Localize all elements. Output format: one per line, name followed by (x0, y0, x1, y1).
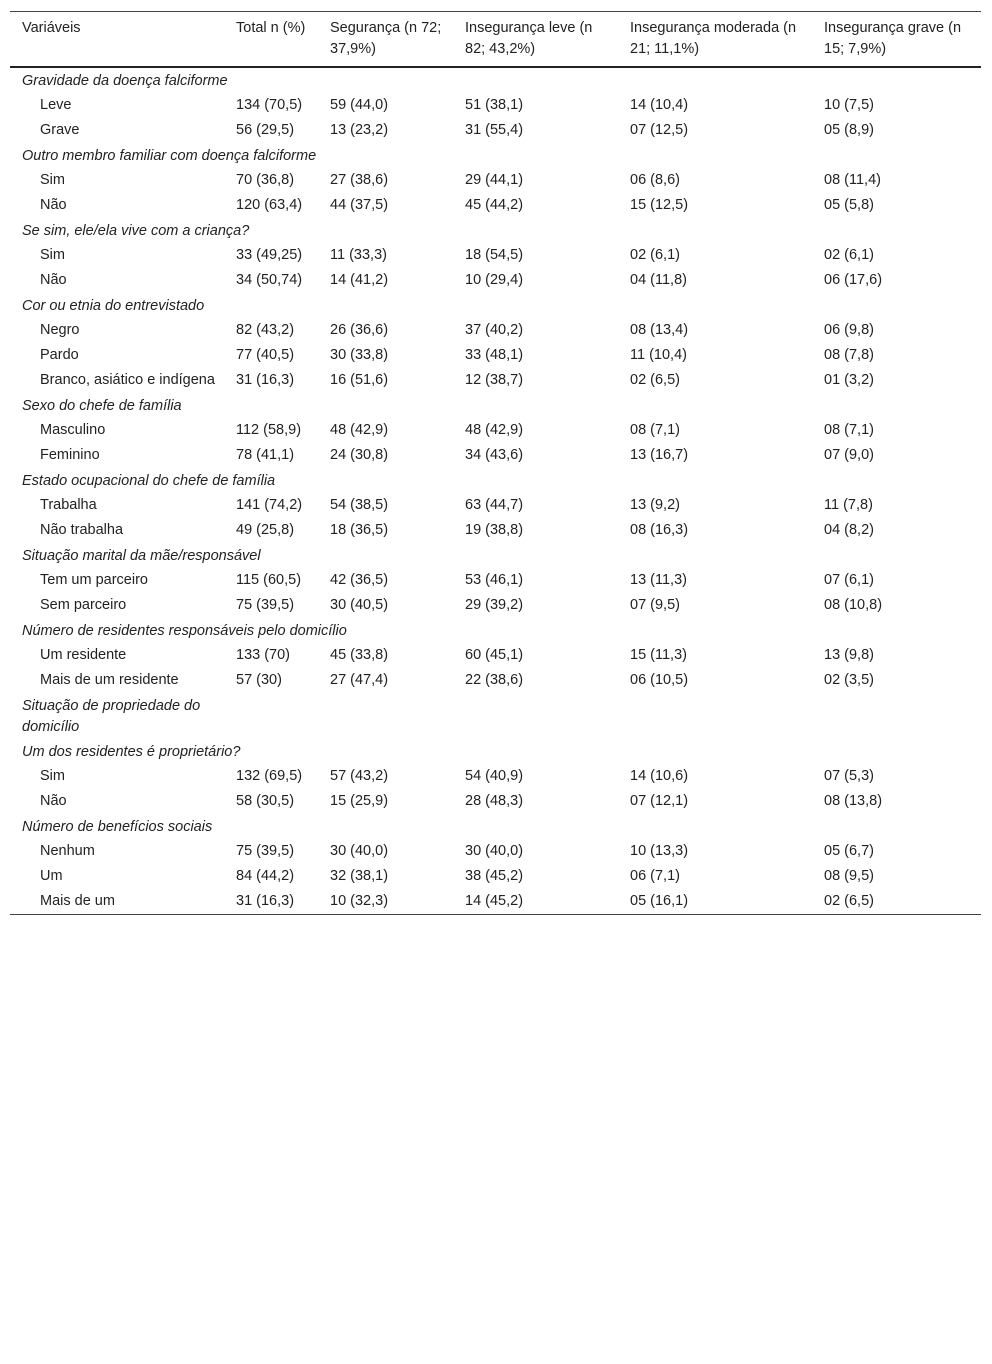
table-cell: 08 (7,1) (630, 422, 680, 438)
data-table (10, 11, 981, 915)
table-cell: 05 (5,8) (824, 197, 874, 213)
table-row (10, 443, 981, 468)
section-title: Outro membro familiar com doença falciforme (22, 148, 317, 164)
table-cell: 13 (9,8) (824, 647, 874, 663)
table-cell: 33 (48,1) (465, 347, 524, 363)
section-row (10, 293, 981, 318)
table-cell: 48 (42,9) (330, 422, 389, 438)
table-cell: 112 (58,9) (236, 422, 302, 438)
section-row (10, 814, 981, 839)
table-row (10, 493, 981, 518)
table-cell: 02 (6,5) (630, 372, 680, 388)
table-cell: 27 (47,4) (330, 672, 389, 688)
table-cell: 02 (6,5) (824, 893, 874, 909)
section-row (10, 468, 981, 493)
row-label: Nenhum (40, 843, 95, 859)
table-cell: 31 (16,3) (236, 893, 295, 909)
header-row (10, 12, 981, 68)
table-cell: 38 (45,2) (465, 868, 524, 884)
section-title: Um dos residentes é proprietário? (22, 744, 241, 760)
table-cell: 82 (43,2) (236, 322, 295, 338)
table-cell: 08 (13,4) (630, 322, 689, 338)
table-cell: 30 (40,0) (330, 843, 389, 859)
table-cell: 29 (44,1) (465, 172, 524, 188)
table-cell: 07 (9,5) (630, 597, 680, 613)
table-cell: 60 (45,1) (465, 647, 524, 663)
table-cell: 54 (40,9) (465, 768, 524, 784)
table-row (10, 593, 981, 618)
table-cell: 14 (41,2) (330, 272, 389, 288)
table-cell: 45 (44,2) (465, 197, 524, 213)
table-cell: 06 (8,6) (630, 172, 680, 188)
table-cell: 07 (12,5) (630, 122, 689, 138)
section-title: Se sim, ele/ela vive com a criança? (22, 223, 250, 239)
table-cell: 58 (30,5) (236, 793, 295, 809)
table-cell: 14 (45,2) (465, 893, 524, 909)
table-cell: 84 (44,2) (236, 868, 295, 884)
table-row (10, 318, 981, 343)
row-label: Masculino (40, 422, 106, 438)
table-cell: 132 (69,5) (236, 768, 303, 784)
table-cell: 24 (30,8) (330, 447, 389, 463)
section-title: Situação de propriedade do domicílio (22, 698, 201, 735)
table-cell: 06 (17,6) (824, 272, 883, 288)
row-label: Sem parceiro (40, 597, 127, 613)
table-cell: 19 (38,8) (465, 522, 524, 538)
section-title: Estado ocupacional do chefe de família (22, 473, 276, 489)
table-row (10, 889, 981, 915)
table-row (10, 343, 981, 368)
table-row (10, 668, 981, 693)
table-cell: 10 (13,3) (630, 843, 689, 859)
table-cell: 120 (63,4) (236, 197, 303, 213)
table-cell: 13 (9,2) (630, 497, 680, 513)
section-row (10, 143, 981, 168)
row-label: Trabalha (40, 497, 97, 513)
table-cell: 10 (29,4) (465, 272, 524, 288)
table-cell: 78 (41,1) (236, 447, 295, 463)
row-label: Grave (40, 122, 80, 138)
table-cell: 49 (25,8) (236, 522, 295, 538)
table-cell: 141 (74,2) (236, 497, 303, 513)
table-cell: 45 (33,8) (330, 647, 389, 663)
table-cell: 18 (36,5) (330, 522, 389, 538)
table-cell: 02 (3,5) (824, 672, 874, 688)
row-label: Negro (40, 322, 80, 338)
table-cell: 70 (36,8) (236, 172, 295, 188)
table-cell: 14 (10,4) (630, 97, 689, 113)
empty-cell (318, 693, 453, 739)
table-cell: 08 (13,8) (824, 793, 883, 809)
section-row (10, 618, 981, 643)
table-cell: 08 (10,8) (824, 597, 883, 613)
table-row (10, 193, 981, 218)
table-row (10, 418, 981, 443)
row-label: Não (40, 272, 67, 288)
row-label: Sim (40, 172, 65, 188)
table-cell: 10 (32,3) (330, 893, 389, 909)
row-label: Um residente (40, 647, 127, 663)
table-cell: 06 (7,1) (630, 868, 680, 884)
table-cell: 51 (38,1) (465, 97, 524, 113)
section-title: Sexo do chefe de família (22, 398, 182, 414)
table-cell: 59 (44,0) (330, 97, 389, 113)
table-row (10, 93, 981, 118)
table-row (10, 764, 981, 789)
table-cell: 42 (36,5) (330, 572, 389, 588)
table-cell: 57 (43,2) (330, 768, 389, 784)
table-cell: 05 (8,9) (824, 122, 874, 138)
document (10, 11, 981, 915)
row-label: Pardo (40, 347, 79, 363)
row-label: Tem um parceiro (40, 572, 148, 588)
section-row (10, 543, 981, 568)
section-row (10, 693, 981, 739)
header-cell-severe-insecurity: Insegurança grave (n 15; 7,9%) (824, 20, 962, 57)
table-cell: 11 (7,8) (824, 497, 873, 513)
table-cell: 54 (38,5) (330, 497, 389, 513)
table-cell: 53 (46,1) (465, 572, 524, 588)
row-label: Não trabalha (40, 522, 124, 538)
section-row (10, 67, 981, 93)
table-row (10, 643, 981, 668)
section-title: Cor ou etnia do entrevistado (22, 298, 205, 314)
table-cell: 31 (55,4) (465, 122, 524, 138)
table-cell: 13 (11,3) (630, 572, 687, 588)
table-cell: 44 (37,5) (330, 197, 389, 213)
table-cell: 26 (36,6) (330, 322, 389, 338)
table-row (10, 368, 981, 393)
section-row (10, 393, 981, 418)
table-row (10, 568, 981, 593)
table-cell: 04 (8,2) (824, 522, 874, 538)
table-cell: 31 (16,3) (236, 372, 295, 388)
table-cell: 134 (70,5) (236, 97, 303, 113)
table-cell: 34 (43,6) (465, 447, 524, 463)
empty-cell (812, 693, 981, 739)
row-label: Sim (40, 247, 65, 263)
table-cell: 08 (16,3) (630, 522, 689, 538)
table-cell: 115 (60,5) (236, 572, 302, 588)
table-cell: 07 (12,1) (630, 793, 689, 809)
table-cell: 22 (38,6) (465, 672, 524, 688)
table-cell: 75 (39,5) (236, 597, 295, 613)
section-title: Gravidade da doença falciforme (22, 73, 228, 89)
table-cell: 15 (25,9) (330, 793, 389, 809)
row-label: Mais de um (40, 893, 115, 909)
table-cell: 08 (7,1) (824, 422, 874, 438)
table-row (10, 789, 981, 814)
table-cell: 07 (6,1) (824, 572, 874, 588)
table-cell: 56 (29,5) (236, 122, 295, 138)
section-row (10, 739, 981, 764)
table-row (10, 518, 981, 543)
table-cell: 30 (33,8) (330, 347, 389, 363)
table-cell: 04 (11,8) (630, 272, 687, 288)
table-body (10, 67, 981, 915)
table-cell: 27 (38,6) (330, 172, 389, 188)
header-cell-moderate-insecurity: Insegurança moderada (n 21; 11,1%) (630, 20, 797, 57)
table-cell: 63 (44,7) (465, 497, 524, 513)
table-cell: 18 (54,5) (465, 247, 524, 263)
table-cell: 16 (51,6) (330, 372, 389, 388)
table-cell: 05 (6,7) (824, 843, 874, 859)
table-row (10, 864, 981, 889)
table-cell: 12 (38,7) (465, 372, 524, 388)
section-title: Situação marital da mãe/responsável (22, 548, 261, 564)
table-cell: 30 (40,5) (330, 597, 389, 613)
table-cell: 28 (48,3) (465, 793, 524, 809)
row-label: Não (40, 197, 67, 213)
table-cell: 08 (11,4) (824, 172, 881, 188)
table-row (10, 168, 981, 193)
table-cell: 06 (9,8) (824, 322, 874, 338)
row-label: Feminino (40, 447, 100, 463)
table-cell: 13 (16,7) (630, 447, 689, 463)
table-cell: 75 (39,5) (236, 843, 295, 859)
empty-cell (453, 693, 618, 739)
table-cell: 11 (10,4) (630, 347, 687, 363)
table-cell: 77 (40,5) (236, 347, 295, 363)
table-cell: 15 (11,3) (630, 647, 687, 663)
row-label: Um (40, 868, 63, 884)
row-label: Sim (40, 768, 65, 784)
table-cell: 15 (12,5) (630, 197, 689, 213)
table-row (10, 268, 981, 293)
table-cell: 01 (3,2) (824, 372, 874, 388)
table-cell: 11 (33,3) (330, 247, 387, 263)
table-cell: 30 (40,0) (465, 843, 524, 859)
table-cell: 29 (39,2) (465, 597, 524, 613)
table-cell: 32 (38,1) (330, 868, 389, 884)
table-cell: 08 (7,8) (824, 347, 874, 363)
section-row (10, 218, 981, 243)
header-cell-variables: Variáveis (22, 20, 81, 36)
table-cell: 34 (50,74) (236, 272, 303, 288)
header-cell-total: Total n (%) (236, 20, 306, 36)
table-cell: 33 (49,25) (236, 247, 303, 263)
section-title: Número de benefícios sociais (22, 819, 213, 835)
table-cell: 133 (70) (236, 647, 291, 663)
row-label: Mais de um residente (40, 672, 179, 688)
table-cell: 07 (9,0) (824, 447, 874, 463)
table-cell: 08 (9,5) (824, 868, 874, 884)
table-cell: 48 (42,9) (465, 422, 524, 438)
header-cell-security: Segurança (n 72; 37,9%) (330, 20, 442, 57)
table-cell: 06 (10,5) (630, 672, 689, 688)
table-header (10, 12, 981, 68)
row-label: Não (40, 793, 67, 809)
table-cell: 02 (6,1) (630, 247, 680, 263)
table-row (10, 118, 981, 143)
table-cell: 14 (10,6) (630, 768, 689, 784)
table-cell: 57 (30) (236, 672, 282, 688)
table-row (10, 243, 981, 268)
row-label: Leve (40, 97, 72, 113)
table-cell: 10 (7,5) (824, 97, 874, 113)
table-row (10, 839, 981, 864)
table-cell: 02 (6,1) (824, 247, 874, 263)
header-cell-mild-insecurity: Insegurança leve (n 82; 43,2%) (465, 20, 593, 57)
table-cell: 05 (16,1) (630, 893, 689, 909)
section-title: Número de residentes responsáveis pelo domicílio (22, 623, 347, 639)
table-cell: 07 (5,3) (824, 768, 874, 784)
empty-cell (618, 693, 812, 739)
table-cell: 37 (40,2) (465, 322, 524, 338)
row-label: Branco, asiático e indígena (40, 372, 215, 388)
table-cell: 13 (23,2) (330, 122, 389, 138)
empty-cell (224, 693, 318, 739)
